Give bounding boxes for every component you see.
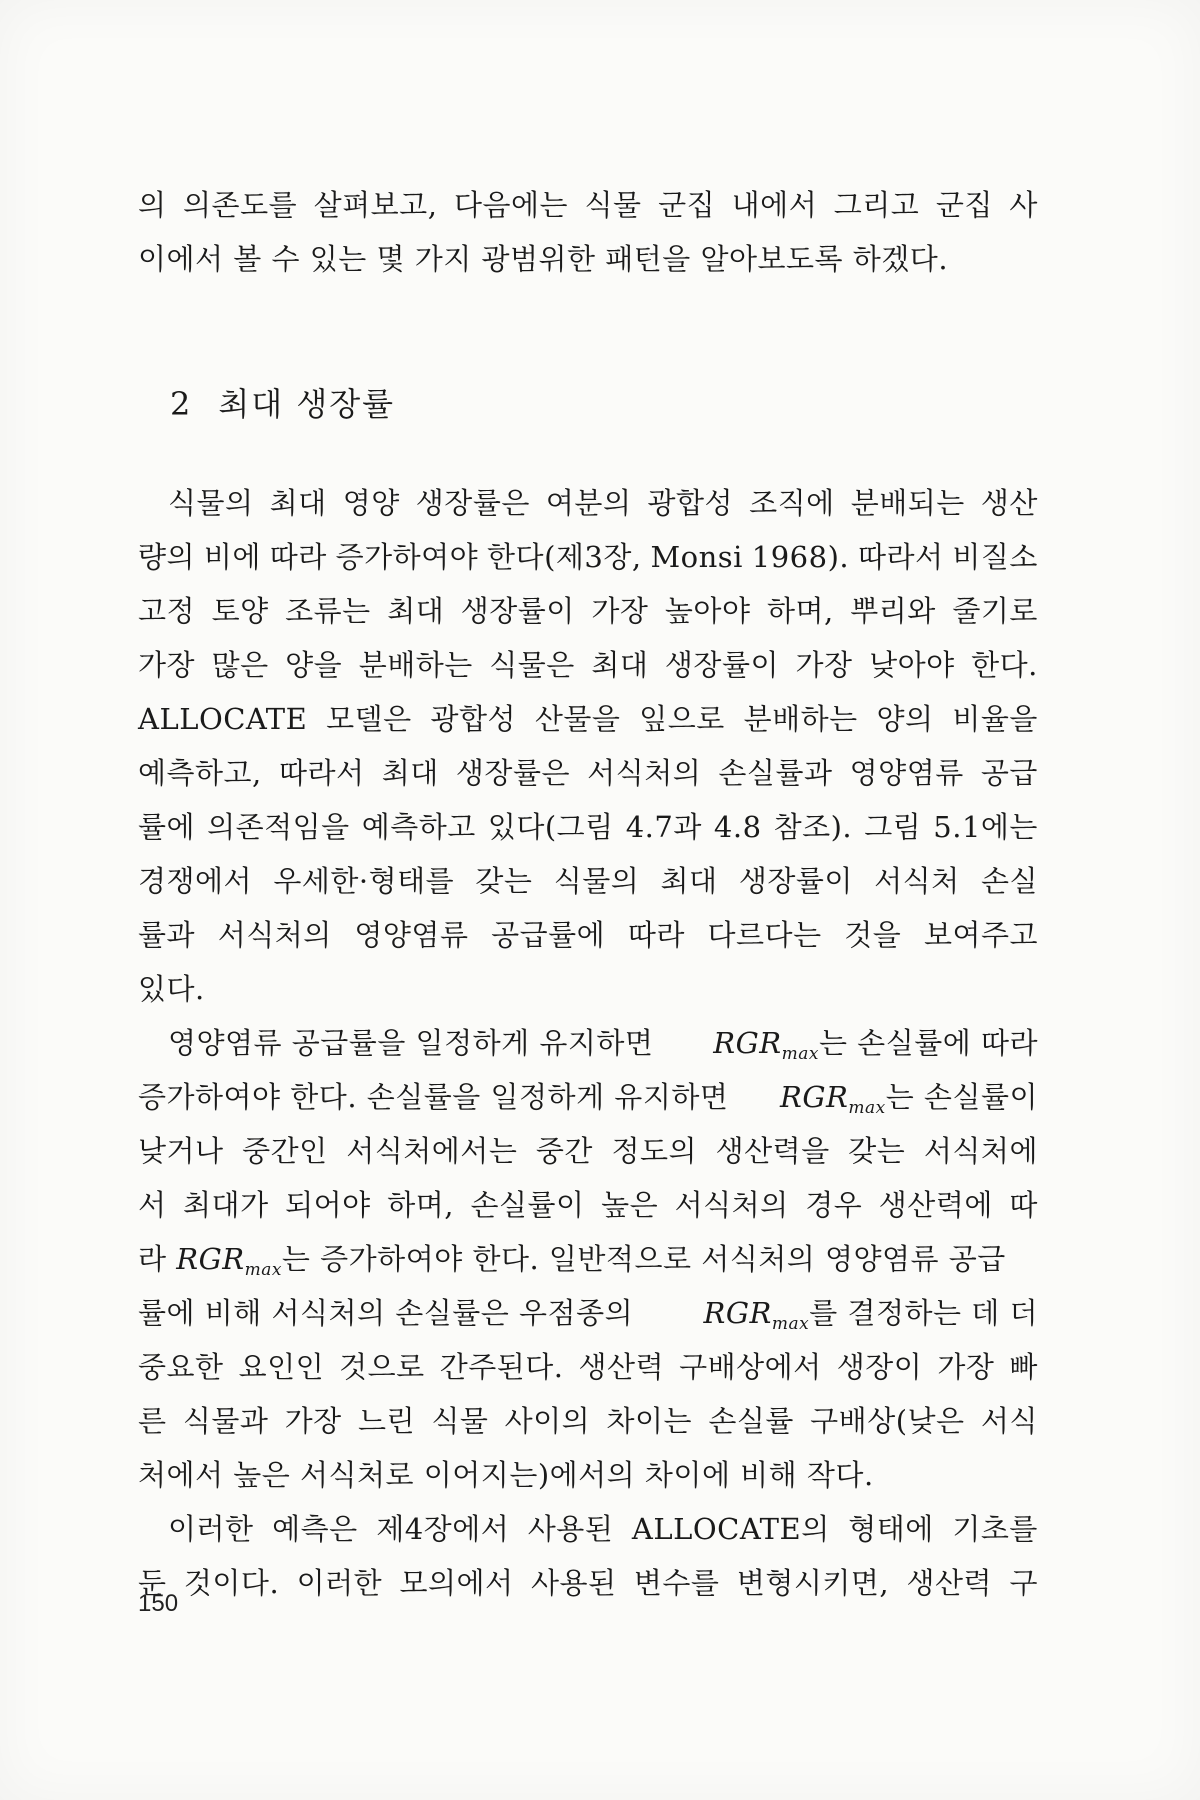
text-segment: 영양염류 공급률을 일정하게 유지하면: [168, 1026, 654, 1060]
word: 최대가: [183, 1188, 269, 1222]
word: 영양: [342, 486, 400, 520]
rgr-symbol: RGR: [780, 1080, 849, 1114]
word: 가장: [591, 594, 649, 628]
word: 살펴보고,: [313, 188, 438, 222]
intro-paragraph: [138, 178, 1038, 286]
word: 최대: [660, 864, 718, 898]
text-line: [138, 800, 1038, 854]
word: 한다(제3장,: [487, 540, 642, 574]
word: 생산력: [906, 1566, 993, 1600]
word: 토양: [211, 594, 269, 628]
word: 증가하여야: [335, 540, 479, 574]
word: 가장: [795, 648, 853, 682]
word: 생장률은: [415, 486, 530, 520]
word: 줄기로: [952, 594, 1038, 628]
word: 구: [1009, 1566, 1038, 1600]
text-segment: 증가하여야 한다. 손실률을 일정하게 유지하면: [138, 1080, 729, 1114]
word: 의: [138, 188, 167, 222]
word: 것으로: [339, 1350, 425, 1384]
word: 구배상에서: [679, 1350, 822, 1384]
word: 량의: [138, 540, 196, 574]
word: 이러한: [296, 1566, 383, 1600]
text-line: [138, 178, 1038, 232]
word: 사용된: [530, 1566, 617, 1600]
word: 최대: [387, 594, 445, 628]
word: 식물과: [182, 1404, 269, 1438]
word: 간주된다.: [439, 1350, 564, 1384]
word: 4.8: [713, 810, 762, 844]
text-line: [138, 530, 1038, 584]
text-line: [138, 1178, 1038, 1232]
word: 중간인: [242, 1134, 328, 1168]
text-line: 이에서 볼 수 있는 몇 가지 광범위한 패턴을 알아보도록 하겠다.: [138, 242, 949, 276]
word: 생산력을: [715, 1134, 830, 1168]
word: 양을: [285, 648, 343, 682]
word: 구배상(낮은: [810, 1404, 965, 1438]
word: 모의에서: [399, 1566, 514, 1600]
word: 제4장에서: [376, 1512, 510, 1546]
section-body: [138, 476, 1038, 1610]
text-segment: 를 결정하는 데 더: [809, 1296, 1038, 1330]
word: 느린: [357, 1404, 416, 1438]
word: 식물은: [489, 648, 575, 682]
word: 1968).: [751, 540, 850, 574]
word: 최대: [591, 648, 649, 682]
text-line: [138, 746, 1038, 800]
word: 률과: [138, 918, 196, 952]
word: 분배하는: [743, 702, 858, 736]
word: 여분의: [545, 486, 632, 520]
word: ALLOCATE의: [631, 1512, 830, 1546]
word: 따라: [269, 540, 327, 574]
word: 서: [138, 1188, 167, 1222]
word: 따라: [627, 918, 685, 952]
word: 공급: [980, 756, 1038, 790]
word: 있다(그림: [487, 810, 614, 844]
word: 갖는: [475, 864, 533, 898]
word: 식물의: [553, 864, 640, 898]
word: 예측은: [272, 1512, 358, 1546]
word: 서식처에서는: [346, 1134, 518, 1168]
text-line: [138, 908, 1038, 962]
word: 손실률이: [470, 1188, 585, 1222]
word: 의존적임을: [207, 810, 350, 844]
text-segment: 라: [138, 1242, 167, 1276]
rgr-max-term: [138, 1232, 1006, 1286]
word: 많은: [211, 648, 269, 682]
text-segment: 는 손실률이: [885, 1080, 1038, 1114]
word: 서식: [980, 1404, 1038, 1438]
word: 하며,: [387, 1188, 454, 1222]
word: 가장: [937, 1350, 995, 1384]
word: 빠: [1009, 1350, 1038, 1384]
word: 가장: [138, 648, 196, 682]
text-line: [138, 1286, 1038, 1340]
word: 최대: [269, 486, 327, 520]
word: 따: [1009, 1188, 1038, 1222]
word: 공급률에: [491, 918, 606, 952]
word: 정도의: [611, 1134, 698, 1168]
word: 률에: [138, 810, 196, 844]
word: 그림: [864, 810, 922, 844]
word: 다르다는: [707, 918, 822, 952]
word: 사이의: [504, 1404, 591, 1438]
word: 서식처의: [587, 756, 702, 790]
word: 양의: [876, 702, 934, 736]
word: 다음에는: [453, 188, 569, 222]
word: Monsi: [650, 540, 743, 574]
section-heading: [170, 382, 395, 426]
text-segment: 는 손실률에 따라: [818, 1026, 1038, 1060]
word: 우세한·형태를: [273, 864, 455, 898]
rgr-subscript: max: [771, 1314, 810, 1334]
rgr-max-term: [713, 1016, 1038, 1070]
word: 것을: [844, 918, 902, 952]
word: 차이는: [606, 1404, 693, 1438]
word: 경쟁에서: [138, 864, 253, 898]
word: 하며,: [767, 594, 834, 628]
rgr-subscript: max: [848, 1098, 886, 1118]
word: 그리고: [833, 188, 920, 222]
word: 서식처의: [674, 1188, 789, 1222]
word: 높아야: [664, 594, 751, 628]
word: 모델은: [326, 702, 412, 736]
text-line: [138, 1070, 1038, 1124]
text-line: [138, 1502, 1038, 1556]
rgr-subscript: max: [244, 1260, 282, 1280]
text-line: [138, 854, 1038, 908]
text-line: 있다.: [138, 972, 205, 1006]
word: 비에: [203, 540, 261, 574]
word: 것이다.: [183, 1566, 280, 1600]
word: 참조).: [773, 810, 853, 844]
word: 둔: [138, 1566, 167, 1600]
word: 식물: [431, 1404, 489, 1438]
word: 서식처에: [923, 1134, 1038, 1168]
word: 사: [1009, 188, 1038, 222]
word: 군집: [935, 188, 993, 222]
section-number: 2: [170, 385, 193, 423]
word: 변수를: [633, 1566, 720, 1600]
word: 예측하고: [361, 810, 476, 844]
word: 4.7과: [625, 810, 702, 844]
rgr-subscript: max: [781, 1044, 819, 1064]
rgr-symbol: RGR: [176, 1242, 245, 1276]
rgr-symbol: RGR: [703, 1296, 772, 1330]
text-line: [138, 1124, 1038, 1178]
word: 이러한: [168, 1512, 254, 1546]
word: 생장률이: [664, 648, 779, 682]
text-line: [138, 1394, 1038, 1448]
text-line: [138, 1340, 1038, 1394]
word: 가장: [284, 1404, 342, 1438]
text-line: [138, 1016, 1038, 1070]
word: 생장률은: [455, 756, 570, 790]
page-number: 150: [138, 1590, 179, 1617]
word: 생장률이: [738, 864, 853, 898]
word: 경우: [805, 1188, 863, 1222]
word: 생장률이: [460, 594, 575, 628]
word: 내에서: [731, 188, 818, 222]
word: 조류는: [285, 594, 371, 628]
word: 조직에: [749, 486, 835, 520]
word: 생산: [980, 486, 1038, 520]
word: 서식처의: [217, 918, 332, 952]
word: 영양염류: [354, 918, 469, 952]
word: 서식처: [874, 864, 960, 898]
text-line: [138, 638, 1038, 692]
text-segment: 는 증가하여야 한다. 일반적으로 서식처의 영양염류 공급: [281, 1242, 1006, 1276]
word: 한다.: [971, 648, 1038, 682]
word: 형태에: [848, 1512, 934, 1546]
text-line: [138, 584, 1038, 638]
word: 따라서: [857, 540, 944, 574]
word: 최대: [381, 756, 439, 790]
word: 사용된: [527, 1512, 614, 1546]
text-line: [138, 692, 1038, 746]
word: 른: [138, 1404, 167, 1438]
text-segment: 률에 비해 서식처의 손실률은 우점종의: [138, 1296, 634, 1330]
word: 영양염류: [849, 756, 964, 790]
word: 손실률: [708, 1404, 794, 1438]
word: 생산력에: [878, 1188, 993, 1222]
word: 손실률과: [718, 756, 833, 790]
word: 분배하는: [358, 648, 473, 682]
word: 보여주고: [923, 918, 1038, 952]
word: 잎으로: [639, 702, 725, 736]
word: 분배되는: [850, 486, 965, 520]
word: 중요한: [138, 1350, 224, 1384]
word: 낮거나: [138, 1134, 224, 1168]
word: 갖는: [848, 1134, 906, 1168]
text-line: [138, 1232, 1038, 1286]
rgr-symbol: RGR: [713, 1026, 782, 1060]
word: 뿌리와: [850, 594, 936, 628]
text-line: [138, 476, 1038, 530]
word: 식물의: [168, 486, 254, 520]
word: 광합성: [647, 486, 734, 520]
word: 비율을: [952, 702, 1038, 736]
word: 광합성: [430, 702, 517, 736]
word: 예측하고,: [138, 756, 262, 790]
word: 기초를: [952, 1512, 1038, 1546]
word: 고정: [138, 594, 196, 628]
word: 산물을: [534, 702, 621, 736]
word: 변형시키면,: [736, 1566, 890, 1600]
text-line: [138, 1556, 1038, 1610]
word: 생장이: [836, 1350, 923, 1384]
word: ALLOCATE: [138, 702, 308, 736]
word: 따라서: [278, 756, 365, 790]
word: 식물: [584, 188, 642, 222]
word: 비질소: [952, 540, 1038, 574]
word: 5.1에는: [933, 810, 1038, 844]
word: 높은: [601, 1188, 659, 1222]
section-title: 최대 생장률: [218, 385, 396, 423]
rgr-max-term: [780, 1070, 1038, 1124]
rgr-max-term: [704, 1286, 1038, 1340]
word: 손실: [980, 864, 1038, 898]
word: 중간: [535, 1134, 593, 1168]
word: 요인인: [238, 1350, 325, 1384]
word: 의존도를: [183, 188, 298, 222]
text-line: 처에서 높은 서식처로 이어지는)에서의 차이에 비해 작다.: [138, 1458, 874, 1492]
word: 군집: [658, 188, 716, 222]
word: 낮아야: [869, 648, 955, 682]
word: 생산력: [578, 1350, 665, 1384]
word: 되어야: [285, 1188, 371, 1222]
